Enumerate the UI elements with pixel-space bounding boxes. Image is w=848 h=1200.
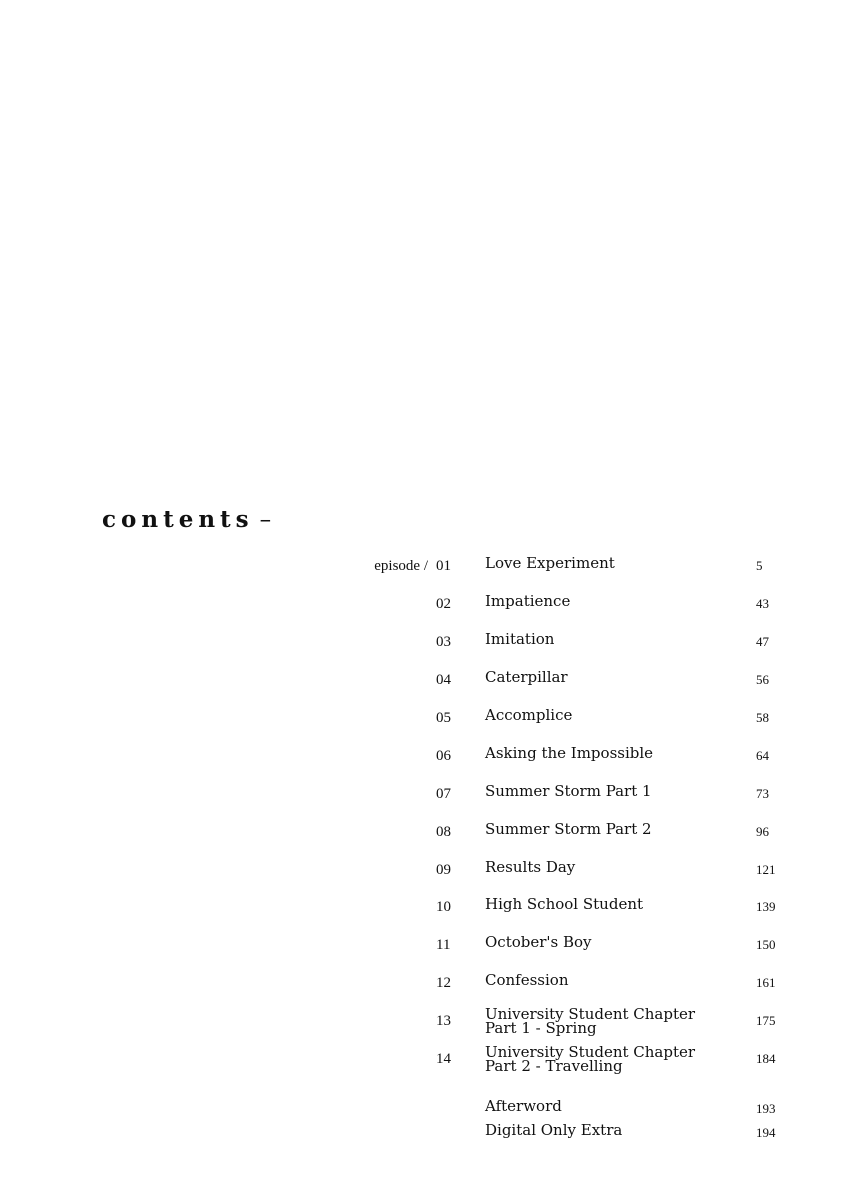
toc-row-03[interactable] xyxy=(0,628,848,660)
episode-page: 58 xyxy=(756,710,769,725)
episode-number: 13 xyxy=(436,1013,451,1029)
extra-title: Digital Only Extra xyxy=(485,1121,623,1139)
toc-row-08[interactable] xyxy=(0,818,848,850)
episode-page: 161 xyxy=(756,975,776,990)
episode-page: 175 xyxy=(756,1013,776,1028)
toc-row-05[interactable] xyxy=(0,704,848,736)
extra-title: Afterword xyxy=(485,1097,562,1115)
episode-page: 184 xyxy=(756,1051,776,1066)
episode-title: October's Boy xyxy=(485,933,592,951)
episode-number: 11 xyxy=(436,937,451,953)
toc-row-digital-extra[interactable] xyxy=(0,1119,848,1151)
toc-row-11[interactable] xyxy=(0,931,848,963)
episode-title: Caterpillar xyxy=(485,668,568,686)
toc-row-04[interactable] xyxy=(0,666,848,698)
episode-number: 08 xyxy=(436,824,451,840)
episode-page: 5 xyxy=(756,558,763,573)
episode-number: 07 xyxy=(436,786,451,802)
contents-heading-label: contents xyxy=(102,506,254,533)
episode-number: 02 xyxy=(436,596,451,612)
episode-page: 43 xyxy=(756,596,769,611)
toc-row-12[interactable] xyxy=(0,969,848,1001)
episode-page: 139 xyxy=(756,899,776,914)
episode-number: 06 xyxy=(436,748,451,764)
episode-page: 73 xyxy=(756,786,769,801)
extra-page: 194 xyxy=(756,1125,776,1140)
episode-title: Asking the Impossible xyxy=(485,744,654,762)
episode-number: 03 xyxy=(436,634,451,650)
toc-row-09[interactable] xyxy=(0,856,848,888)
episode-number: 09 xyxy=(436,862,451,878)
episode-number: 12 xyxy=(436,975,451,991)
toc-row-01[interactable] xyxy=(0,552,848,584)
episode-number: 10 xyxy=(436,899,451,915)
episode-title: Accomplice xyxy=(485,706,573,724)
toc-row-13[interactable] xyxy=(0,1007,848,1039)
toc-row-10[interactable] xyxy=(0,893,848,925)
episode-page: 121 xyxy=(756,862,776,877)
episode-title: Love Experiment xyxy=(485,554,615,572)
contents-heading-dash: – xyxy=(259,507,272,533)
toc-row-14[interactable] xyxy=(0,1045,848,1077)
toc-row-06[interactable] xyxy=(0,742,848,774)
extra-page: 193 xyxy=(756,1101,776,1116)
episode-page: 64 xyxy=(756,748,769,763)
contents-heading xyxy=(102,506,271,534)
episode-page: 150 xyxy=(756,937,776,952)
episode-title: Results Day xyxy=(485,858,576,876)
episode-page: 56 xyxy=(756,672,769,687)
episode-page: 96 xyxy=(756,824,769,839)
episode-number: 01 xyxy=(436,558,451,574)
episode-prefix: episode / xyxy=(374,558,428,574)
episode-title: Confession xyxy=(485,971,569,989)
episode-title: High School Student xyxy=(485,895,644,913)
episode-title: Impatience xyxy=(485,592,571,610)
toc-row-07[interactable] xyxy=(0,780,848,812)
episode-title: University Student Chapter Part 2 - Travelling xyxy=(485,1043,696,1075)
episode-page: 47 xyxy=(756,634,769,649)
episode-title: University Student Chapter Part 1 - Spring xyxy=(485,1005,696,1037)
episode-title: Summer Storm Part 1 xyxy=(485,782,652,800)
episode-title: Imitation xyxy=(485,630,555,648)
episode-title: Summer Storm Part 2 xyxy=(485,820,652,838)
episode-number: 04 xyxy=(436,672,451,688)
toc-row-02[interactable] xyxy=(0,590,848,622)
episode-number: 05 xyxy=(436,710,451,726)
episode-number: 14 xyxy=(436,1051,451,1067)
